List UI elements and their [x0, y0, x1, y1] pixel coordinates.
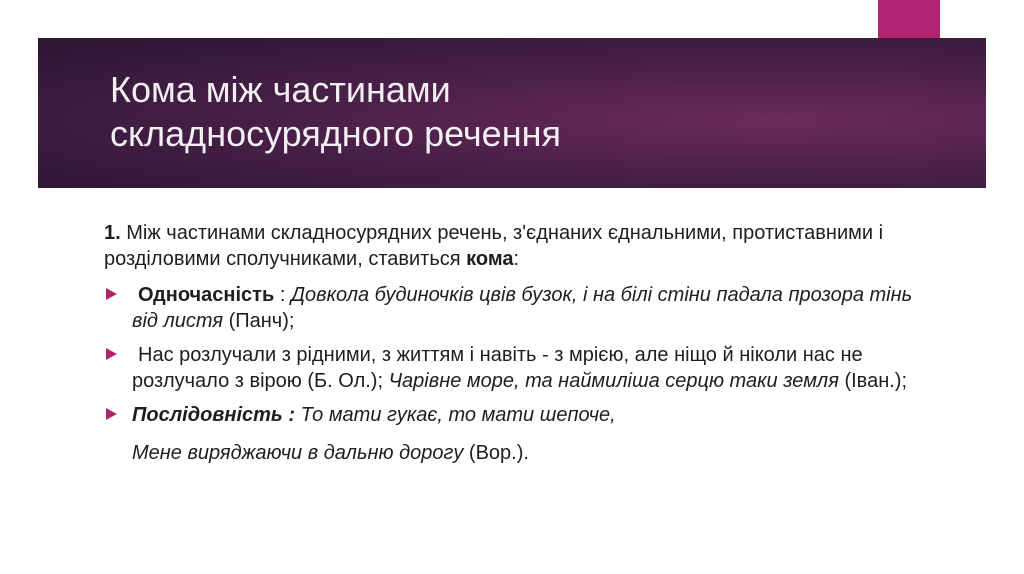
- intro-end: :: [513, 248, 520, 270]
- slide-content: [104, 220, 924, 466]
- continuation-source: (Вор.).: [463, 442, 529, 464]
- item-continuation: [104, 440, 924, 466]
- list-item: [104, 402, 924, 428]
- title-line-2: складносурядного речення: [110, 113, 561, 154]
- item-label: Одночасність: [138, 284, 275, 306]
- list-item: [104, 282, 924, 334]
- slide-title: [110, 68, 870, 156]
- triangle-bullet-icon: [106, 288, 117, 300]
- triangle-bullet-icon: [106, 408, 117, 420]
- list-item: [104, 342, 924, 394]
- item-source: (Іван.);: [838, 370, 908, 392]
- intro-number: 1.: [104, 222, 121, 244]
- intro-text: Між частинами складносурядних речень, з'єднаних єднальними, протиставними і розділовими сполучниками, ставиться: [104, 222, 884, 270]
- continuation-example: Мене виряджаючи в дальню дорогу: [132, 442, 464, 464]
- item-source: (Панч);: [223, 310, 295, 332]
- triangle-bullet-icon: [106, 348, 117, 360]
- title-line-1: Кома між частинами: [110, 69, 451, 110]
- item-example: То мати гукає, то мати шепоче,: [295, 404, 616, 426]
- item-text: Нас розлучали з рідними, з життям і навіть - з мрією, але ніщо й ніколи нас не розлучало з вірою (Б. Ол.);: [132, 344, 863, 392]
- intro-paragraph: [104, 220, 924, 272]
- item-example: Чарівне море, та наймиліша серцю таки земля: [388, 370, 839, 392]
- item-label: Послідовність :: [132, 404, 296, 426]
- item-sep: :: [274, 284, 291, 306]
- intro-bold: кома: [466, 248, 514, 270]
- item-example: Довкола будиночків цвів бузок, і на білі стіни падала прозора тінь від листя: [132, 284, 913, 332]
